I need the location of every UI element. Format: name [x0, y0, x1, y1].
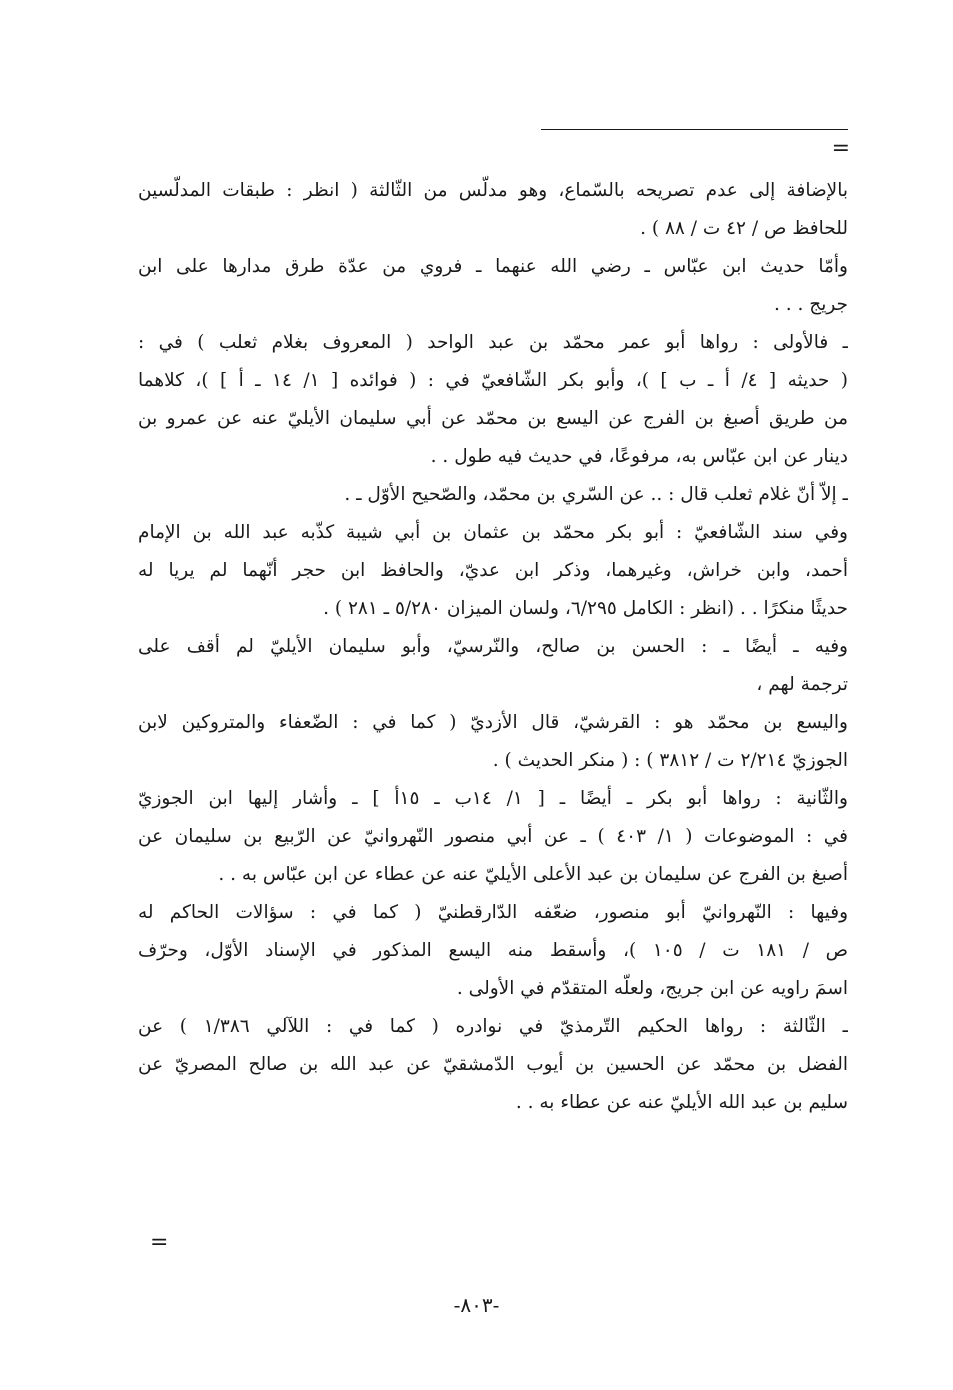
- text-line: واليسع بن محمّد هو : القرشيّ، قال الأزديّ ( كما في : الضّعفاء والمتروكين لابن: [138, 712, 848, 733]
- text-line: ـ إلاّ أنّ غلام ثعلب قال : .. عن السّري بن محمّد، والصّحيح الأوّل ـ .: [344, 484, 848, 505]
- footnote-text-block: [138, 172, 848, 1122]
- paragraph: [138, 628, 848, 704]
- text-line: وفي سند الشّافعيّ : أبو بكر محمّد بن عثمان بن أبي شيبة كذّبه عبد الله بن الإمام: [138, 522, 848, 543]
- text-line: أحمد، وابن خراش، وغيرهما، وذكر ابن عديّ، والحافظ ابن حجر أنّهما لم يريا له: [138, 560, 848, 581]
- text-line: حديثًا منكرًا . . (انظر : الكامل ٦/٢٩٥، ولسان الميزان ٥/٢٨٠ ـ ٢٨١ ) .: [323, 598, 848, 619]
- footnote-separator-rule: [541, 129, 848, 130]
- paragraph: [138, 248, 848, 324]
- text-line: من طريق أصبغ بن الفرج عن اليسع بن محمّد عن أبي سليمان الأيليّ عنه عن عمرو بن: [138, 408, 848, 429]
- text-line: للحافظ ص / ٤٢ ت / ٨٨ ) .: [640, 218, 848, 239]
- text-line: ـ الثّالثة : رواها الحكيم التّرمذيّ في نوادره ( كما في : اللآلي ١/٣٨٦ ) عن: [138, 1016, 848, 1037]
- paragraph: [138, 172, 848, 248]
- text-line: سليم بن عبد الله الأيليّ عنه عن عطاء به . .: [515, 1092, 848, 1113]
- text-line: ـ فالأولى : رواها أبو عمر محمّد بن عبد الواحد ( المعروف بغلام ثعلب ) في :: [138, 332, 848, 353]
- paragraph: [138, 894, 848, 1008]
- text-line: دينار عن ابن عبّاس به، مرفوعًا، في حديث فيه طول . .: [430, 446, 848, 467]
- text-line: اسمَ راويه عن ابن جريج، ولعلّه المتقدّم في الأولى .: [456, 978, 848, 999]
- text-line: ص / ١٨١ ت / ١٠٥ )، وأسقط منه اليسع المذكور في الإسناد الأوّل، وحرّف: [138, 940, 848, 961]
- text-line: الجوزيّ ٢/٢١٤ ت / ٣٨١٢ ) : ( منكر الحديث ) .: [492, 750, 848, 771]
- text-line: ( حديثه [ ٤/ أ ـ ب ] )، وأبو بكر الشّافعيّ في : ( فوائده [ ١/ ١٤ ـ أ ] )، كلاهما: [138, 370, 848, 391]
- paragraph: [138, 324, 848, 476]
- text-line: ترجمة لهم ،: [756, 674, 848, 695]
- paragraph: [138, 476, 848, 514]
- paragraph: [138, 514, 848, 628]
- continuation-mark-top: =: [831, 136, 850, 161]
- text-line: في : الموضوعات ( ١/ ٤٠٣ ) ـ عن أبي منصور النّهروانيّ عن الرّبيع بن سليمان عن: [138, 826, 848, 847]
- text-line: وأمّا حديث ابن عبّاس ـ رضي الله عنهما ـ فروي من عدّة طرق مدارها على ابن: [138, 256, 848, 277]
- text-line: وفيه ـ أيضًا ـ : الحسن بن صالح، والنّرسيّ، وأبو سليمان الأيليّ لم أقف على: [138, 636, 848, 657]
- paragraph: [138, 704, 848, 780]
- text-line: الفضل بن محمّد عن الحسين بن أيوب الدّمشقيّ عن عبد الله بن صالح المصريّ عن: [138, 1054, 848, 1075]
- page-number: -٨٠٣-: [453, 1293, 500, 1317]
- paragraph: [138, 780, 848, 894]
- text-line: بالإضافة إلى عدم تصريحه بالسّماع، وهو مدلّس من الثّالثة ( انظر : طبقات المدلّسين: [138, 180, 848, 201]
- text-line: جريج . . .: [773, 294, 848, 315]
- text-line: أصبغ بن الفرج عن سليمان بن عبد الأعلى الأيليّ عنه عن عطاء عن ابن عبّاس به . .: [218, 864, 848, 885]
- continuation-mark-bottom: =: [150, 1230, 169, 1255]
- text-line: وفيها : النّهروانيّ أبو منصور، ضعّفه الدّارقطنيّ ( كما في : سؤالات الحاكم له: [138, 902, 848, 923]
- text-line: والثّانية : رواها أبو بكر ـ أيضًا ـ [ ١/ ١٤ب ـ ١٥أ ] ـ وأشار إليها ابن الجوزيّ: [138, 788, 848, 809]
- paragraph: [138, 1008, 848, 1122]
